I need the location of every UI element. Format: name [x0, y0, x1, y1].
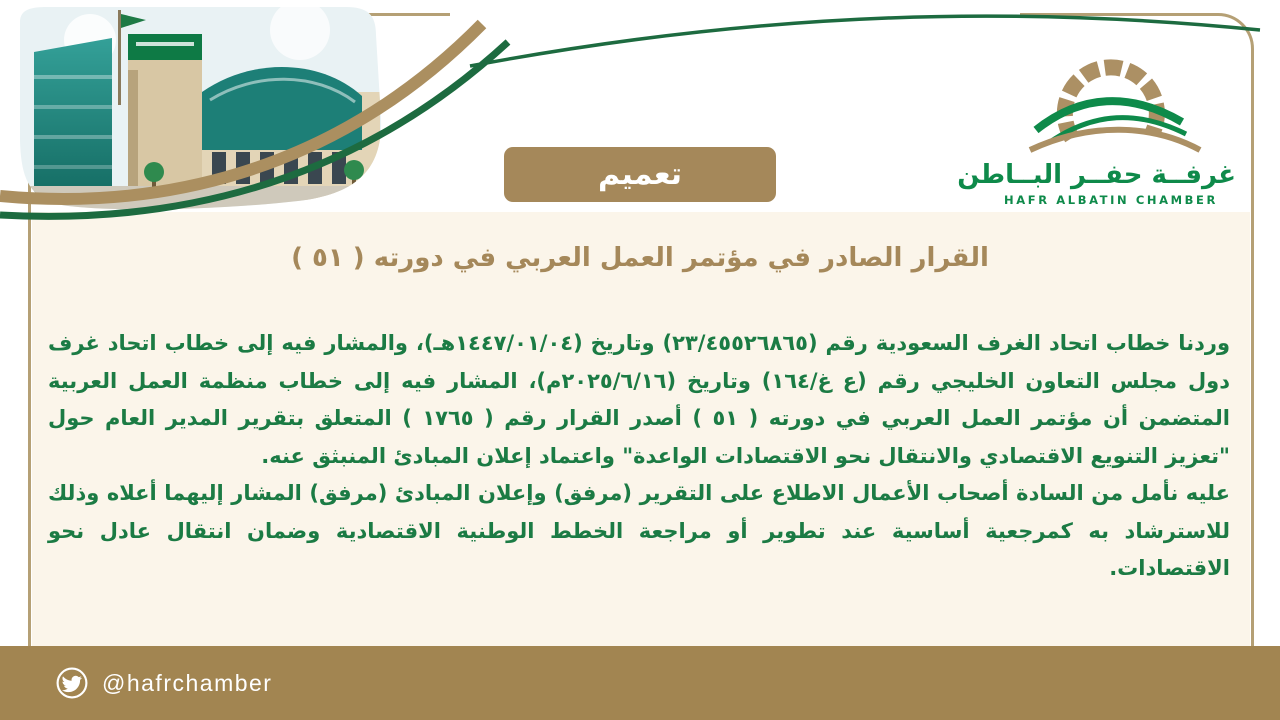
footer-bar	[0, 646, 1280, 720]
twitter-icon	[56, 667, 88, 699]
logo-arabic-text: غرفــة حفــر البــاطن	[957, 160, 1236, 190]
gear-dunes-icon	[1006, 38, 1216, 156]
banner-label: تعميم	[597, 156, 683, 192]
page-title: القرار الصادر في مؤتمر العمل العربي في دورته ( ٥١ )	[291, 243, 989, 273]
body-text	[48, 325, 1230, 588]
twitter-handle: @hafrchamber	[102, 669, 273, 696]
body-paragraph-1: وردنا خطاب اتحاد الغرف السعودية رقم (٢٣/٤٥٥٢٦٨٦٥) وتاريخ (١٤٤٧/٠١/٠٤هـ)، والمشار فيه إلى خطاب اتحاد غرف دول مجلس التعاون الخليجي رقم (ع غ/١٦٤) وتاريخ (٢٠٢٥/٦/١٦م)، المشار فيه إلى خطاب منظمة العمل العربية المتضمن أن مؤتمر العمل العربي في دورته ( ٥١ ) أصدر القرار رقم ( ١٧٦٥ ) المتعلق بتقرير المدير العام حول "تعزيز التنويع الاقتصادي والانتقال نحو الاقتصادات الواعدة" واعتماد إعلان المبادئ المنبثق عنه.	[48, 331, 1230, 468]
chamber-logo	[957, 38, 1236, 208]
circular-banner	[504, 147, 776, 202]
logo-english-text: HAFR ALBATIN CHAMBER	[1004, 193, 1218, 208]
body-paragraph-2: عليه نأمل من السادة أصحاب الأعمال الاطلاع على التقرير (مرفق) وإعلان المبادئ (مرفق) المشار إليهما أعلاه وذلك للاسترشاد به كمرجعية أساسية عند تطوير أو مراجعة الخطط الوطنية الاقتصادية وضمان انتقال عادل نحو الاقتصادات.	[48, 481, 1230, 580]
